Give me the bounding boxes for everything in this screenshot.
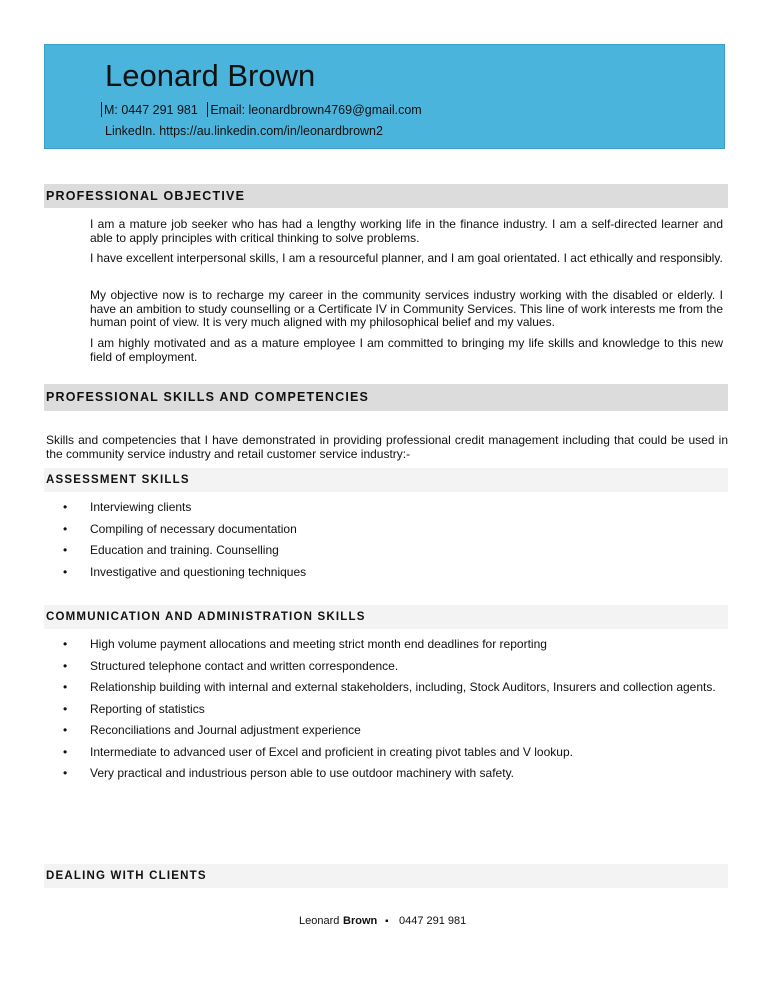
list-item: • Intermediate to advanced user of Excel and proficient in creating pivot tables and V lookup.: [63, 744, 573, 759]
bullet-icon: •: [63, 723, 68, 737]
list-item: • Reporting of statistics: [63, 701, 205, 716]
footer-phone: 0447 291 981: [399, 915, 467, 927]
list-item: • Investigative and questioning techniques: [63, 564, 307, 579]
objective-paragraph: I am a mature job seeker who has had a lengthy working life in the finance industry. I am a self-directed learner and able to apply principles with critical thinking to solve problems.: [90, 217, 723, 245]
list-item: • High volume payment allocations and meeting strict month end deadlines for reporting: [63, 637, 547, 651]
list-item: • Structured telephone contact and written correspondence.: [63, 658, 399, 673]
objective-paragraph: I am highly motivated and as a mature employee I am committed to bringing my life skills and knowledge to this new field of employment.: [90, 336, 723, 364]
email-address: Email: leonardbrown4769@gmail.com: [210, 103, 422, 117]
linkedin-url: LinkedIn. https://au.linkedin.com/in/leonardbrown2: [105, 124, 383, 138]
candidate-name: Leonard Brown: [105, 58, 316, 93]
list-item: • Interviewing clients: [63, 500, 192, 514]
assessment-list: [0, 501, 768, 579]
list-item: • Very practical and industrious person able to use outdoor machinery with safety.: [63, 766, 515, 780]
bullet-icon: •: [63, 564, 68, 579]
footer-first-name: Leonard: [299, 915, 340, 927]
bullet-icon: •: [63, 500, 68, 514]
bullet-icon: •: [63, 766, 68, 780]
bullet-icon: •: [63, 744, 68, 759]
footer-separator-icon: ▪: [385, 916, 389, 927]
list-item: • Education and training. Counselling: [63, 543, 279, 557]
bullet-icon: •: [63, 658, 68, 673]
bullet-icon: •: [63, 701, 68, 716]
bullet-icon: •: [63, 521, 68, 536]
subsection-communication-heading: COMMUNICATION AND ADMINISTRATION SKILLS: [44, 605, 728, 629]
contact-line: [101, 102, 422, 117]
subsection-clients-heading: DEALING WITH CLIENTS: [44, 864, 728, 888]
list-item: • Relationship building with internal and external stakeholders, including, Stock Auditors, Insurers and collection agents.: [63, 680, 716, 694]
bullet-icon: •: [63, 637, 68, 651]
objective-paragraph: My objective now is to recharge my career in the community services industry working with the disabled or elderly. I have an ambition to study counselling or a Certificate IV in Community Services. This line of work interests me from the human point of view. It is very much aligned with my philosophical belief and my values.: [90, 288, 723, 329]
bullet-icon: •: [63, 543, 68, 557]
skills-intro: Skills and competencies that I have demonstrated in providing professional credit management including that could be used in the community service industry and retail customer service industry:-: [46, 433, 728, 461]
objective-paragraph: I have excellent interpersonal skills, I am a resourceful planner, and I am goal orientated. I act ethically and responsibly.: [90, 251, 723, 265]
communication-list: [0, 638, 768, 781]
section-objective-heading: PROFESSIONAL OBJECTIVE: [44, 184, 728, 208]
footer-last-name: Brown: [343, 915, 378, 927]
list-item: • Compiling of necessary documentation: [63, 521, 297, 536]
bullet-icon: •: [63, 680, 68, 694]
header-banner: [44, 44, 725, 149]
subsection-assessment-heading: ASSESSMENT SKILLS: [44, 468, 728, 492]
divider: [101, 102, 102, 117]
phone-number: M: 0447 291 981: [104, 103, 198, 117]
section-skills-heading: PROFESSIONAL SKILLS AND COMPETENCIES: [44, 384, 728, 411]
divider: [207, 102, 208, 117]
list-item: • Reconciliations and Journal adjustment experience: [63, 723, 361, 737]
